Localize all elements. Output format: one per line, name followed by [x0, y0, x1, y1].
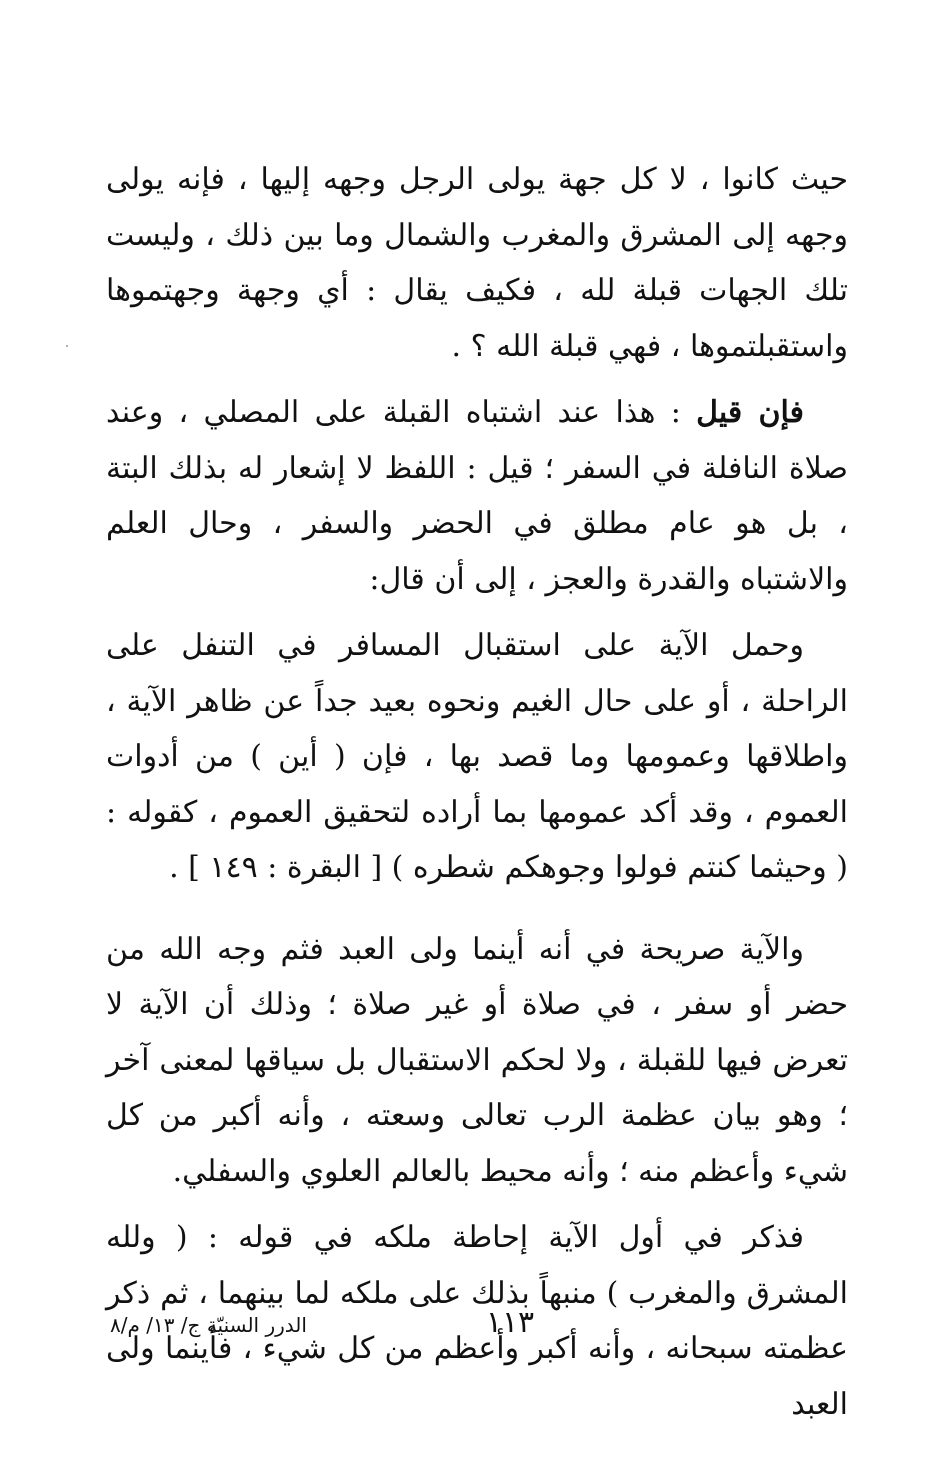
- page-number: ١١٣: [485, 1305, 535, 1340]
- paragraph-text: وحمل الآية على استقبال المسافر في التنفل على الراحلة ، أو على حال الغيم ونحوه بعيد جداً عن ظاهر الآية ، واطلاقها وعمومها وما قصد بها ، فإن ( أين ) من أدوات العموم ، وقد أكد عمومها بما أراده لتحقيق العموم ، كقوله : ( وحيثما كنتم فولوا وجوهكم شطره ) [ البقرة : ١٤٩ ] .: [106, 628, 848, 885]
- page-footer: [110, 1305, 852, 1345]
- paragraph-3: [106, 618, 848, 896]
- paragraph-text: فذكر في أول الآية إحاطة ملكه في قوله : ( ولله المشرق والمغرب ) منبهاً بذلك على ملكه لما بينهما ، ثم ذكر عظمته سبحانه ، وأنه أكبر وأعظم من كل شيء ، فأينما ولى العبد: [106, 1220, 848, 1422]
- paragraph-1: [106, 152, 848, 374]
- paragraph-text: حيث كانوا ، لا كل جهة يولى الرجل وجهه إليها ، فإنه يولى وجهه إلى المشرق والمغرب والشمال وما بين ذلك ، وليست تلك الجهات قبلة لله ، فكيف يقال : أي وجهة وجهتموها واستقبلتموها ، فهي قبلة الله ؟ .: [106, 162, 848, 364]
- paragraph-text: : هذا عند اشتباه القبلة على المصلي ، وعند صلاة النافلة في السفر ؛ قيل : اللفظ لا إشعار له بذلك البتة ، بل هو عام مطلق في الحضر والسفر ، وحال العلم والاشتباه والقدرة والعجز ، إلى أن قال:: [106, 395, 848, 597]
- paragraph-lead: فإن قيل: [696, 395, 805, 430]
- margin-dot: [66, 345, 68, 347]
- body-text: [106, 152, 848, 1432]
- paragraph-4: [106, 922, 848, 1200]
- paragraph-text: والآية صريحة في أنه أينما ولى العبد فثم وجه الله من حضر أو سفر ، في صلاة أو غير صلاة ؛ وذلك أن الآية لا تعرض فيها للقبلة ، ولا لحكم الاستقبال بل سياقها لمعنى آخر ؛ وهو بيان عظمة الرب تعالى وسعته ، وأنه أكبر من كل شيء وأعظم منه ؛ وأنه محيط بالعالم العلوي والسفلي.: [106, 931, 848, 1189]
- source-note: الدرر السنيّة ج/ ١٣/ م/٨: [110, 1313, 307, 1337]
- paragraph-2: [106, 385, 848, 607]
